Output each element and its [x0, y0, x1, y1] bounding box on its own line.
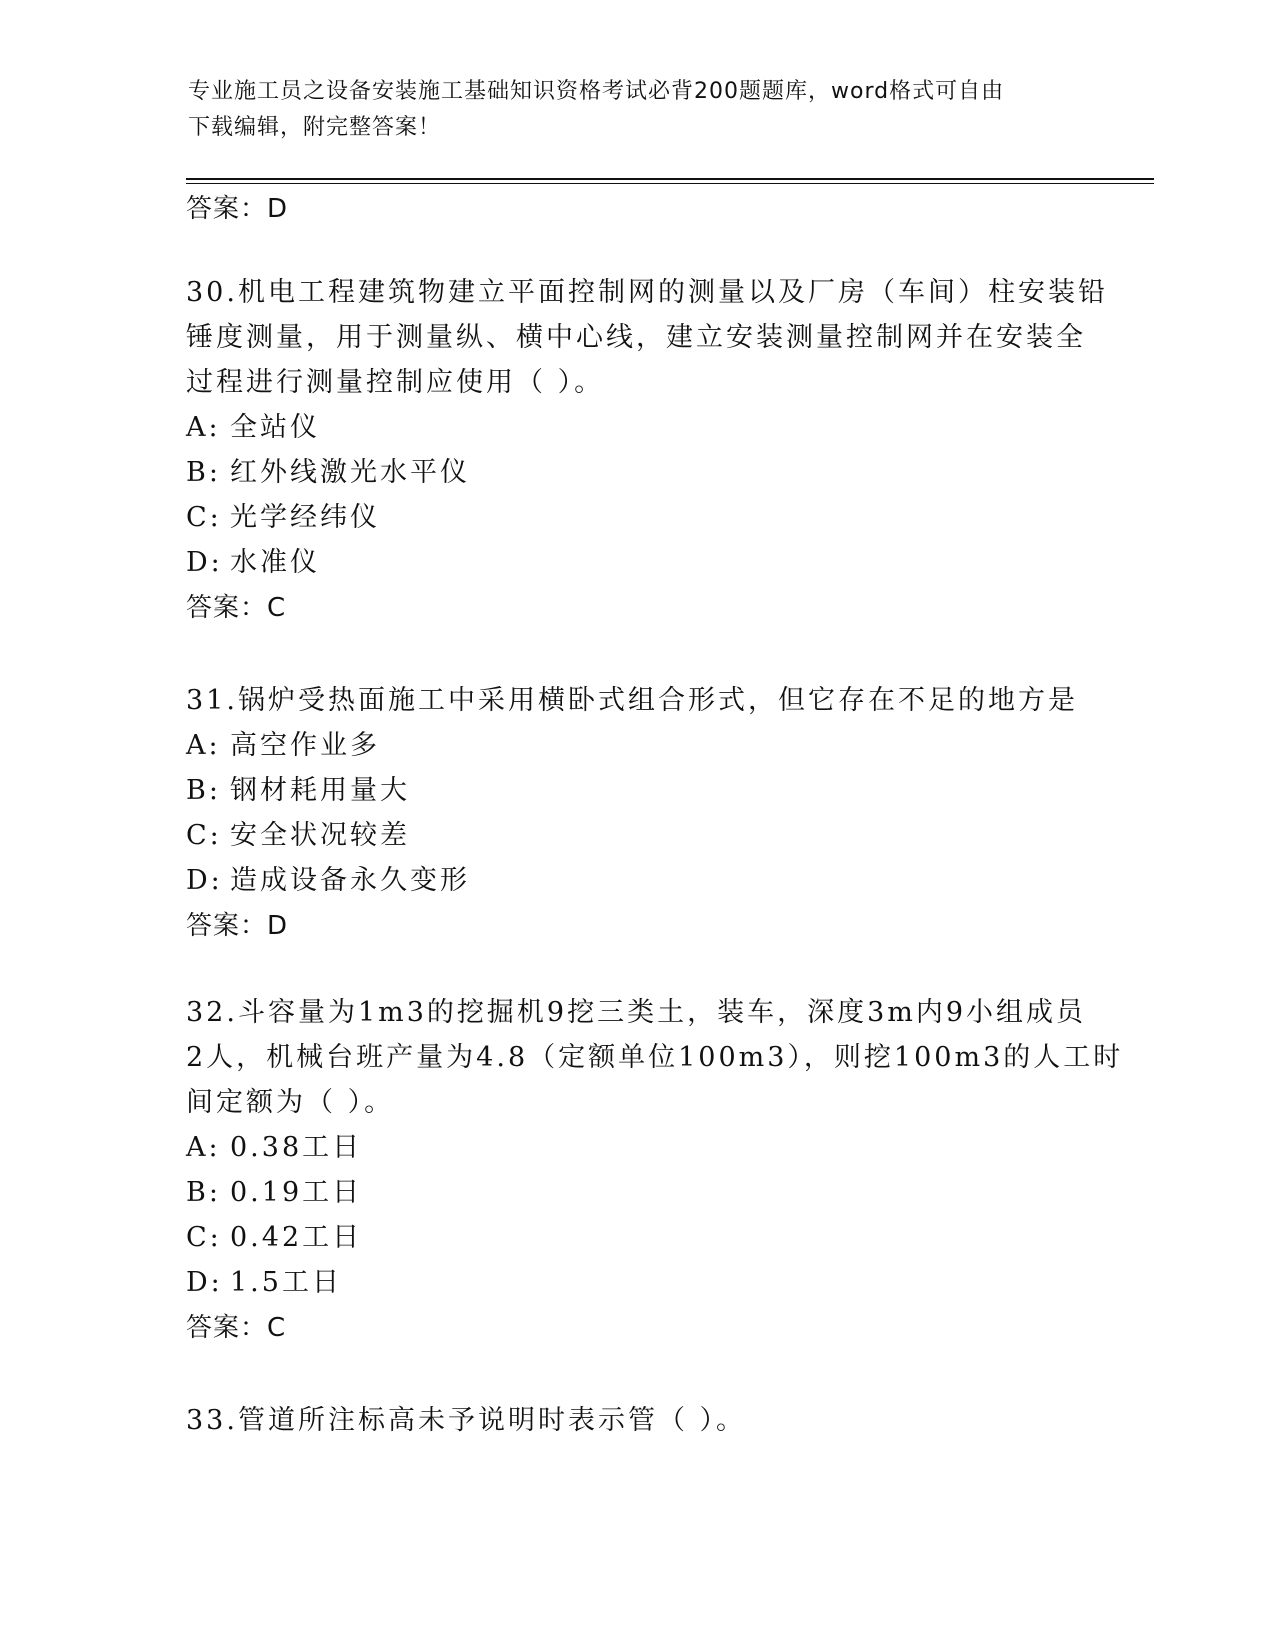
option-text: 0.42工日 — [230, 1222, 363, 1253]
option-key: D: — [186, 865, 223, 896]
option-key: D: — [186, 1267, 223, 1298]
document-header — [188, 74, 1068, 146]
option-d — [186, 858, 1086, 903]
option-key: D: — [186, 547, 223, 578]
option-key: B: — [186, 457, 221, 488]
header-divider-thin — [186, 183, 1154, 184]
option-key: A: — [186, 412, 221, 443]
option-text: 水准仪 — [230, 547, 320, 578]
question-text-line: 间定额为（ ）。 — [186, 1087, 395, 1118]
option-key: C: — [186, 1222, 222, 1253]
question-32 — [186, 990, 1124, 1351]
question-text-line: 30.机电工程建筑物建立平面控制网的测量以及厂房（车间）柱安装铅 — [186, 277, 1108, 308]
option-text: 钢材耗用量大 — [230, 775, 410, 806]
option-text: 1.5工日 — [230, 1267, 342, 1298]
question-31 — [186, 678, 1086, 949]
question-text-line: 锤度测量，用于测量纵、横中心线，建立安装测量控制网并在安装全 — [186, 322, 1086, 353]
option-a — [186, 723, 1086, 768]
question-30 — [186, 270, 1108, 631]
option-d — [186, 1260, 1086, 1305]
option-key: C: — [186, 820, 222, 851]
option-c — [186, 1215, 1086, 1260]
answer-label: 答案：D — [186, 911, 289, 941]
option-key: A: — [186, 730, 221, 761]
option-b — [186, 450, 1086, 495]
option-key: C: — [186, 502, 222, 533]
question-33 — [186, 1398, 1086, 1443]
option-key: B: — [186, 1177, 221, 1208]
option-c — [186, 813, 1086, 858]
option-text: 全站仪 — [230, 412, 320, 443]
option-key: A: — [186, 1132, 221, 1163]
option-b — [186, 768, 1086, 813]
question-text-line: 32.斗容量为1m3的挖掘机9挖三类土，装车，深度3m内9小组成员 — [186, 997, 1087, 1028]
previous-answer-block — [186, 186, 1086, 232]
option-text: 光学经纬仪 — [230, 502, 380, 533]
option-b — [186, 1170, 1086, 1215]
header-divider-thick — [186, 178, 1154, 180]
question-text-line: 2人，机械台班产量为4.8（定额单位100m3），则挖100m3的人工时 — [186, 1042, 1124, 1073]
option-a — [186, 405, 1086, 450]
option-text: 0.38工日 — [230, 1132, 363, 1163]
answer-label: 答案：C — [186, 593, 287, 623]
option-text: 安全状况较差 — [230, 820, 410, 851]
option-text: 0.19工日 — [230, 1177, 363, 1208]
answer-label: 答案：C — [186, 1313, 287, 1343]
option-d — [186, 540, 1086, 585]
option-a — [186, 1125, 1086, 1170]
question-text-line: 过程进行测量控制应使用（ ）。 — [186, 367, 605, 398]
header-line-2: 下载编辑，附完整答案！ — [188, 115, 442, 140]
option-text: 高空作业多 — [230, 730, 380, 761]
answer-label: 答案：D — [186, 194, 289, 224]
option-text: 造成设备永久变形 — [230, 865, 470, 896]
option-c — [186, 495, 1086, 540]
option-key: B: — [186, 775, 221, 806]
header-line-1: 专业施工员之设备安装施工基础知识资格考试必背200题题库，word格式可自由 — [188, 79, 1005, 104]
question-text-line: 33.管道所注标高未予说明时表示管（ ）。 — [186, 1405, 747, 1436]
question-text-line: 31.锅炉受热面施工中采用横卧式组合形式，但它存在不足的地方是 — [186, 685, 1078, 716]
option-text: 红外线激光水平仪 — [230, 457, 470, 488]
